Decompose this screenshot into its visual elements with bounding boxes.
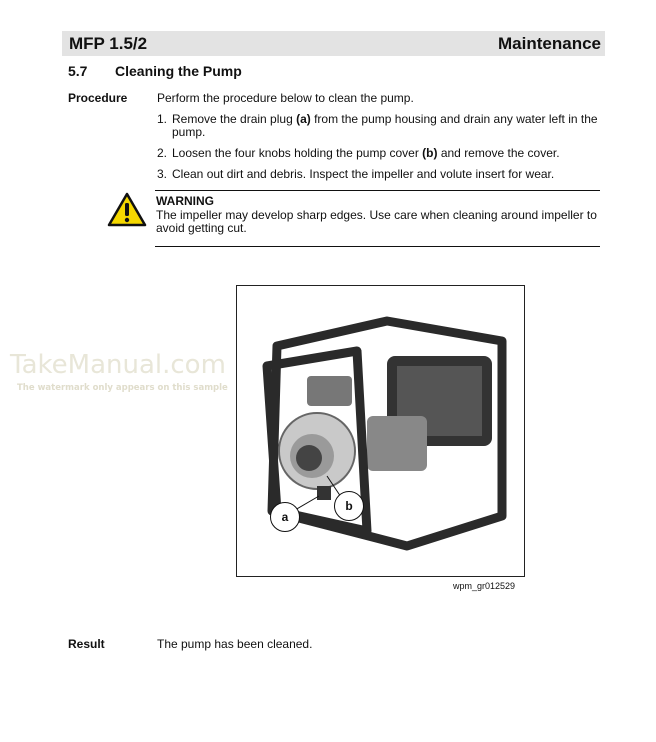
warning-title: WARNING: [156, 194, 214, 208]
step-text: Clean out dirt and debris. Inspect the impeller and volute insert for wear.: [172, 167, 555, 181]
section-heading: Cleaning the Pump: [115, 63, 242, 79]
step-text: and remove the cover.: [437, 146, 560, 160]
step-number: 3.: [157, 167, 168, 181]
watermark-title: TakeManual.com: [10, 350, 226, 380]
watermark-subtitle: The watermark only appears on this sample: [17, 383, 228, 393]
section-title: Maintenance: [498, 34, 601, 53]
step-2: [172, 147, 602, 160]
step-text: Remove the drain plug: [172, 112, 297, 126]
callout-a: a: [270, 502, 300, 532]
step-text: from the pump housing and drain any water left in the pump.: [172, 112, 598, 139]
warning-text: The impeller may develop sharp edges. Use care when cleaning around impeller to avoid getting cut.: [156, 208, 597, 235]
callout-ref-b: (b): [422, 146, 438, 160]
figure-caption: wpm_gr012529: [453, 581, 516, 591]
step-1: [172, 113, 602, 139]
model-title: MFP 1.5/2: [69, 34, 148, 53]
callout-b: b: [334, 491, 364, 521]
warning-triangle-icon: [107, 192, 147, 228]
warning-top-rule: [155, 190, 600, 191]
pump-illustration: [237, 286, 524, 576]
procedure-intro: Perform the procedure below to clean the pump.: [157, 91, 414, 105]
section-number: 5.7: [68, 63, 88, 79]
procedure-label: Procedure: [68, 91, 128, 105]
step-3: [172, 168, 602, 181]
step-number: 1.: [157, 112, 168, 126]
page-header: [62, 31, 605, 56]
result-text: The pump has been cleaned.: [157, 637, 313, 651]
pump-figure: [236, 285, 525, 577]
warning-bottom-rule: [155, 246, 600, 247]
step-text: Loosen the four knobs holding the pump cover: [172, 146, 423, 160]
step-number: 2.: [157, 146, 168, 160]
result-label: Result: [68, 637, 105, 651]
callout-ref-a: (a): [296, 112, 311, 126]
